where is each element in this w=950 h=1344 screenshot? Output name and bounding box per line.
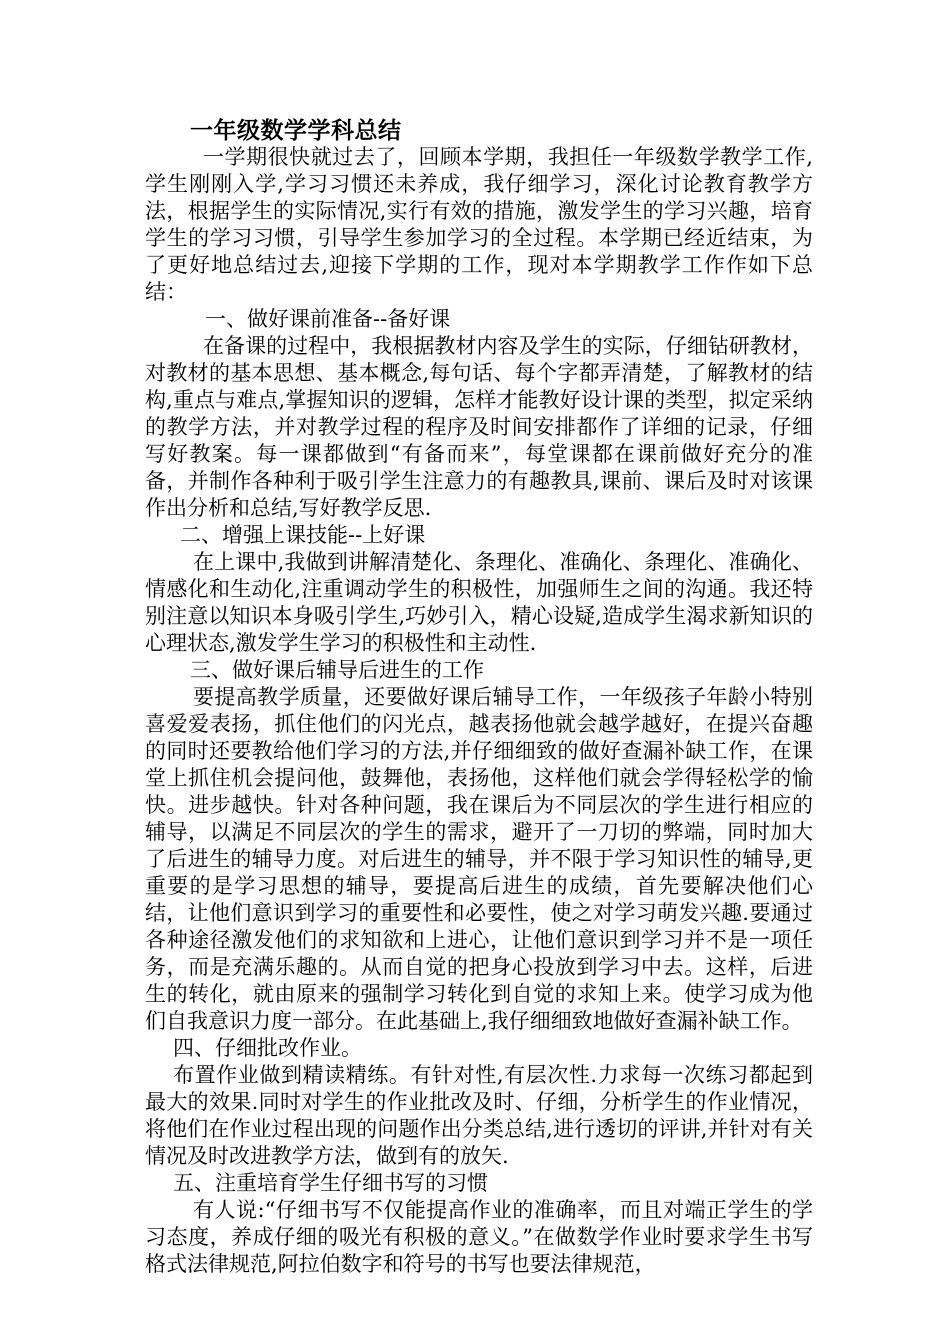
section-body-4: 布置作业做到精读精练。有针对性,有层次性.力求每一次练习都起到最大的效果.同时对学生的作业批改及时、仔细，分析学生的作业情况，将他们在作业过程出现的问题作出分类总结,进行透切的评讲,并针对有关情况及时改进教学方法，做到有的放矢. xyxy=(145,1063,813,1168)
section-heading-4: 四、仔细批改作业。 xyxy=(173,1036,362,1060)
intro-paragraph: 一学期很快就过去了，回顾本学期，我担任一年级数学教学工作,学生刚刚入学,学习习惯还未养成，我仔细学习，深化讨论教育教学方法，根据学生的实际情况,实行有效的措施，激发学生的学习兴趣，培育学生的学习习惯，引导学生参加学习的全过程。本学期已经近结束，为了更好地总结过去,迎接下学期的工作，现对本学期教学工作作如下总结： xyxy=(145,145,813,304)
section-heading-5: 五、注重培育学生仔细书写的习惯 xyxy=(173,1171,488,1195)
section-body-1: 在备课的过程中，我根据教材内容及学生的实际，仔细钻研教材，对教材的基本思想、基本概念,每句话、每个字都弄清楚，了解教材的结构,重点与难点,掌握知识的逻辑，怎样才能教好设计课的类型，拟定采纳的教学方法，并对教学过程的程序及时间安排都作了详细的记录，仔细写好教案。每一课都做到“有备而来”，每堂课都在课前做好充分的准备，并制作各种利于吸引学生注意力的有趣教具,课前、课后及时对该课作出分析和总结,写好教学反思. xyxy=(145,334,813,520)
document-title: 一年级数学学科总结 xyxy=(190,118,402,144)
section-heading-2: 二、增强上课技能--上好课 xyxy=(180,523,426,547)
section-body-3: 要提高教学质量，还要做好课后辅导工作，一年级孩子年龄小特别喜爱爱表扬，抓住他们的闪光点，越表扬他就会越学越好，在提兴奋趣的同时还要教给他们学习的方法,并仔细细致的做好查漏补缺工作，在课堂上抓住机会提问他，鼓舞他，表扬他，这样他们就会学得轻松学的愉快。进步越快。针对各种问题，我在课后为不同层次的学生进行相应的辅导，以满足不同层次的学生的需求，避开了一刀切的弊端，同时加大了后进生的辅导力度。对后进生的辅导，并不限于学习知识性的辅导,更重要的是学习思想的辅导，要提高后进生的成绩，首先要解决他们心结，让他们意识到学习的重要性和必要性，使之对学习萌发兴趣.要通过各种途径激发他们的求知欲和上进心，让他们意识到学习并不是一项任务，而是充满乐趣的。从而自觉的把身心投放到学习中去。这样，后进生的转化，就由原来的强制学习转化到自觉的求知上来。使学习成为他们自我意识力度一部分。在此基础上,我仔细细致地做好查漏补缺工作。 xyxy=(145,685,813,1033)
section-body-2: 在上课中,我做到讲解清楚化、条理化、准确化、条理化、准确化、情感化和生动化,注重调动学生的积极性，加强师生之间的沟通。我还特别注意以知识本身吸引学生,巧妙引入，精心设疑,造成学生渴求新知识的心理状态,激发学生学习的积极性和主动性. xyxy=(145,550,813,655)
section-body-5: 有人说:“仔细书写不仅能提高作业的准确率，而且对端正学生的学习态度，养成仔细的吸光有积极的意义。”在做数学作业时要求学生书写格式法律规范,阿拉伯数字和符号的书写也要法律规范， xyxy=(145,1198,813,1276)
document-page xyxy=(145,118,813,1278)
section-heading-3: 三、做好课后辅导后进生的工作 xyxy=(190,658,484,682)
section-heading-1: 一、做好课前准备--备好课 xyxy=(205,307,451,331)
